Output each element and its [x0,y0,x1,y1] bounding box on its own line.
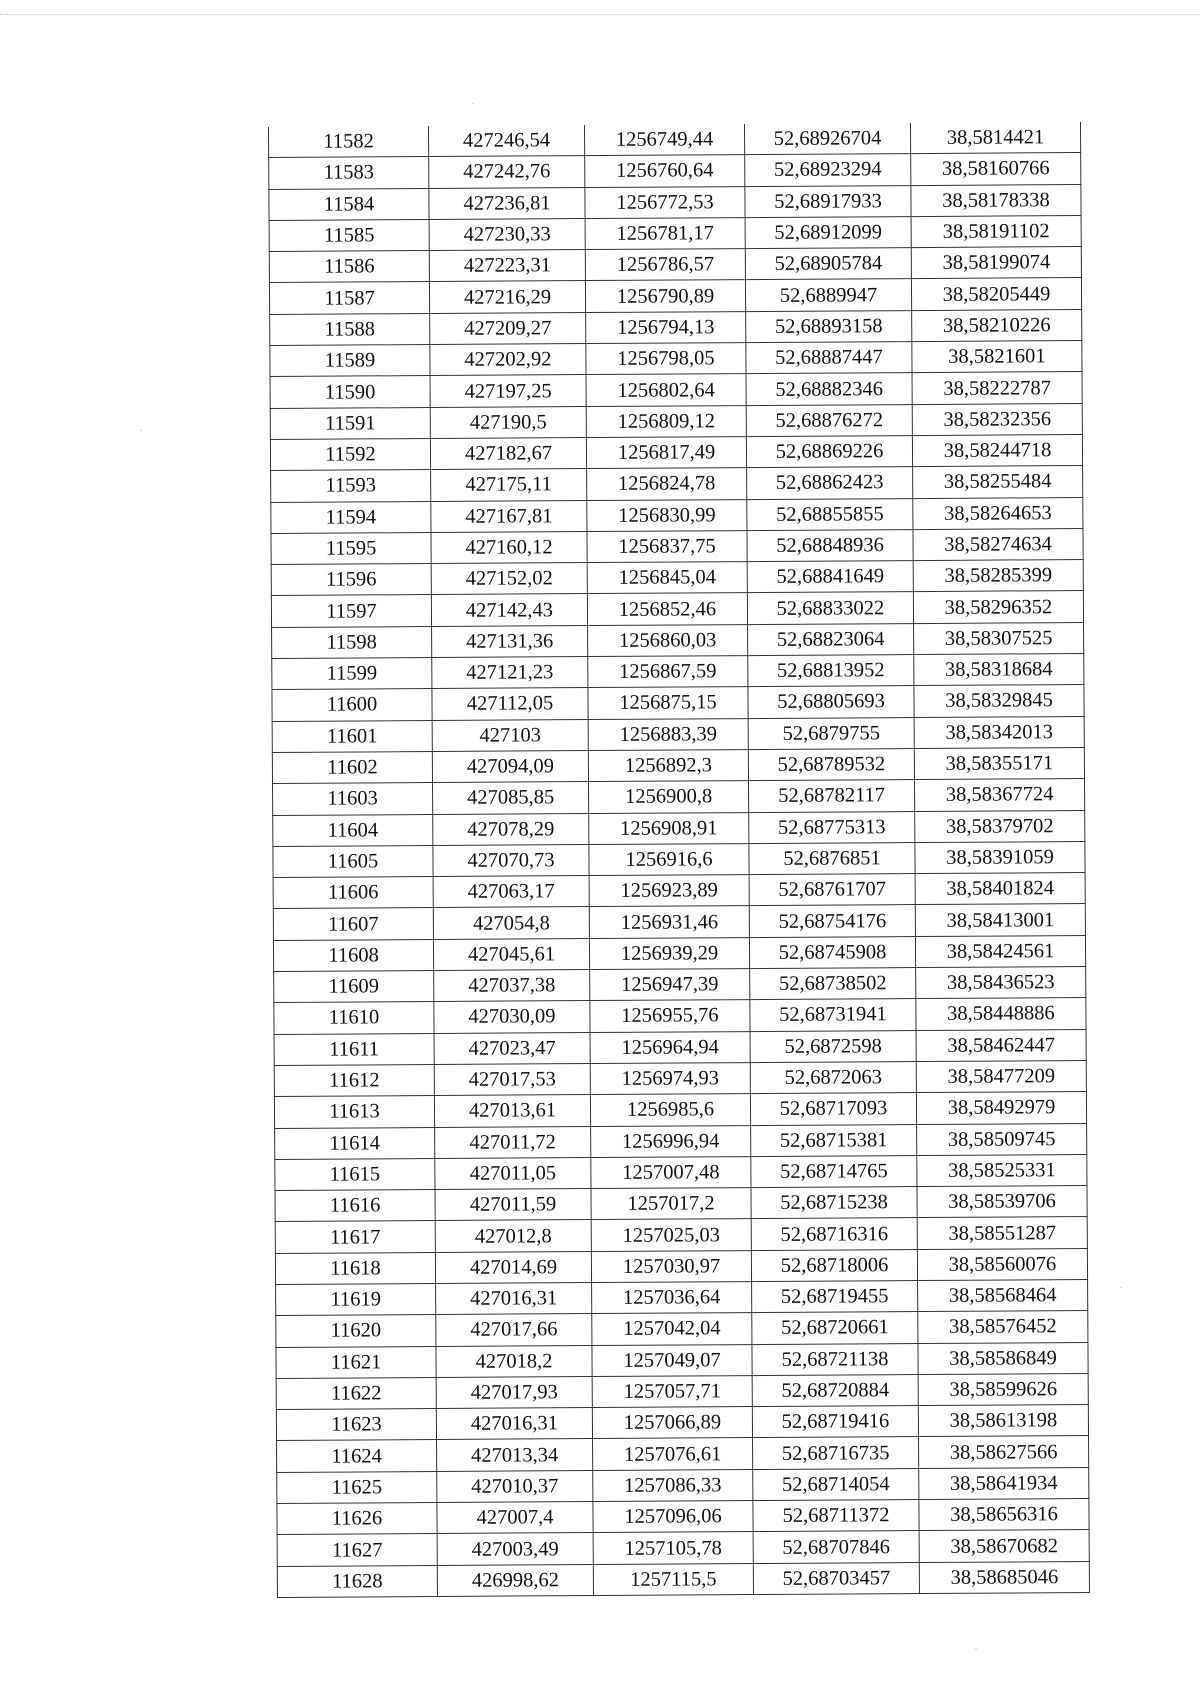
table-row [273,904,1085,940]
y-coordinate-cell: 1256760,64 [585,155,745,187]
point-number-cell: 11599 [272,658,432,690]
point-number-cell: 11623 [276,1409,436,1441]
point-number-cell: 11588 [270,313,430,345]
point-number-cell: 11595 [271,532,431,564]
point-number-cell: 11583 [269,157,429,189]
latitude-cell: 52,6889947 [745,279,911,311]
y-coordinate-cell: 1257049,07 [592,1344,752,1376]
x-coordinate-cell: 427216,29 [429,281,585,313]
longitude-cell: 38,58656316 [919,1499,1089,1531]
longitude-cell: 38,58576452 [918,1311,1088,1343]
y-coordinate-cell: 1257076,61 [593,1438,753,1470]
x-coordinate-cell: 427094,09 [432,750,588,782]
table-row [273,935,1085,971]
longitude-cell: 38,58509745 [917,1123,1087,1155]
y-coordinate-cell: 1256867,59 [588,656,748,688]
longitude-cell: 38,58436523 [916,967,1086,999]
x-coordinate-cell: 427182,67 [430,438,586,470]
latitude-cell: 52,68719455 [752,1281,918,1313]
longitude-cell: 38,58210226 [912,309,1082,341]
table-row [277,1436,1089,1472]
x-coordinate-cell: 427037,38 [434,970,590,1002]
x-coordinate-cell: 427112,05 [432,688,588,720]
point-number-cell: 11609 [274,971,434,1003]
point-number-cell: 11597 [271,595,431,627]
latitude-cell: 52,68823064 [748,623,914,655]
longitude-cell: 38,58285399 [913,560,1083,592]
y-coordinate-cell: 1256974,93 [590,1062,750,1094]
y-coordinate-cell: 1256939,29 [589,937,749,969]
y-coordinate-cell: 1256947,39 [590,969,750,1001]
y-coordinate-cell: 1256830,99 [587,499,747,531]
table-row [271,591,1083,627]
y-coordinate-cell: 1256916,6 [589,843,749,875]
x-coordinate-cell: 427103 [432,719,588,751]
scan-speck [975,1648,977,1649]
longitude-cell: 38,58424561 [915,935,1085,967]
y-coordinate-cell: 1256798,05 [586,343,746,375]
point-number-cell: 11625 [277,1471,437,1503]
y-coordinate-cell: 1256996,94 [591,1125,751,1157]
table-row [274,1092,1086,1128]
latitude-cell: 52,68926704 [744,123,910,155]
x-coordinate-cell: 427011,59 [435,1189,591,1221]
y-coordinate-cell: 1256931,46 [589,906,749,938]
point-number-cell: 11619 [276,1283,436,1315]
table-row [274,998,1086,1034]
longitude-cell: 38,58296352 [913,591,1083,623]
table-row [275,1248,1087,1284]
latitude-cell: 52,68717093 [750,1093,916,1125]
y-coordinate-cell: 1256824,78 [587,468,747,500]
table-row [270,403,1082,439]
point-number-cell: 11613 [274,1096,434,1128]
longitude-cell: 38,58367724 [914,779,1084,811]
longitude-cell: 38,58391059 [915,841,1085,873]
latitude-cell: 52,6876851 [749,842,915,874]
longitude-cell: 38,58413001 [915,904,1085,936]
y-coordinate-cell: 1256985,6 [590,1094,750,1126]
y-coordinate-cell: 1256845,04 [587,562,747,594]
longitude-cell: 38,58274634 [913,528,1083,560]
longitude-cell: 38,58379702 [915,810,1085,842]
table-row [276,1311,1088,1347]
point-number-cell: 11592 [270,438,430,470]
longitude-cell: 38,58222787 [912,372,1082,404]
table-row [269,122,1081,158]
point-number-cell: 11602 [272,751,432,783]
point-number-cell: 11590 [270,376,430,408]
longitude-cell: 38,58492979 [916,1092,1086,1124]
point-number-cell: 11615 [275,1158,435,1190]
table-row [270,372,1082,408]
table-row [274,967,1086,1003]
x-coordinate-cell: 427131,36 [432,625,588,657]
point-number-cell: 11607 [273,908,433,940]
longitude-cell: 38,58401824 [915,873,1085,905]
table-row [275,1123,1087,1159]
y-coordinate-cell: 1256817,49 [586,437,746,469]
longitude-cell: 38,58551287 [917,1217,1087,1249]
point-number-cell: 11582 [269,126,429,158]
x-coordinate-cell: 427121,23 [432,657,588,689]
x-coordinate-cell: 427011,72 [435,1126,591,1158]
table-row [276,1279,1088,1315]
latitude-cell: 52,68720884 [752,1374,918,1406]
longitude-cell: 38,58627566 [919,1436,1089,1468]
point-number-cell: 11589 [270,345,430,377]
table-row [276,1373,1088,1409]
point-number-cell: 11610 [274,1002,434,1034]
latitude-cell: 52,68718006 [751,1249,917,1281]
longitude-cell: 38,58641934 [919,1467,1089,1499]
table-row [269,278,1081,314]
point-number-cell: 11596 [271,564,431,596]
point-number-cell: 11628 [277,1565,437,1597]
point-number-cell: 11585 [269,219,429,251]
scan-top-edge [0,14,1200,15]
point-number-cell: 11601 [272,720,432,752]
y-coordinate-cell: 1256964,94 [590,1031,750,1063]
y-coordinate-cell: 1257030,97 [591,1250,751,1282]
point-number-cell: 11598 [272,626,432,658]
x-coordinate-cell: 427152,02 [431,563,587,595]
y-coordinate-cell: 1257017,2 [591,1188,751,1220]
y-coordinate-cell: 1257007,48 [591,1156,751,1188]
longitude-cell: 38,58199074 [911,247,1081,279]
point-number-cell: 11587 [269,282,429,314]
latitude-cell: 52,68782117 [749,780,915,812]
y-coordinate-cell: 1256892,3 [588,750,748,782]
x-coordinate-cell: 427242,76 [429,156,585,188]
point-number-cell: 11626 [277,1503,437,1535]
x-coordinate-cell: 427010,37 [437,1470,593,1502]
x-coordinate-cell: 427012,8 [435,1220,591,1252]
longitude-cell: 38,58232356 [912,403,1082,435]
table-row [275,1154,1087,1190]
table-row [269,215,1081,251]
latitude-cell: 52,68876272 [746,404,912,436]
latitude-cell: 52,68862423 [747,467,913,499]
coordinates-table [268,122,1090,1598]
x-coordinate-cell: 427085,85 [433,782,589,814]
latitude-cell: 52,68754176 [749,905,915,937]
x-coordinate-cell: 427017,53 [434,1063,590,1095]
latitude-cell: 52,68707846 [753,1531,919,1563]
point-number-cell: 11593 [271,470,431,502]
x-coordinate-cell: 427045,61 [433,938,589,970]
point-number-cell: 11605 [273,845,433,877]
table-row [270,341,1082,377]
point-number-cell: 11624 [277,1440,437,1472]
table-row [273,873,1085,909]
x-coordinate-cell: 427023,47 [434,1032,590,1064]
y-coordinate-cell: 1256875,15 [588,687,748,719]
table-row [272,685,1084,721]
table-row [274,1029,1086,1065]
longitude-cell: 38,58205449 [911,278,1081,310]
latitude-cell: 52,68721138 [752,1343,918,1375]
x-coordinate-cell: 427236,81 [429,187,585,219]
table-row [274,1060,1086,1096]
y-coordinate-cell: 1256781,17 [585,217,745,249]
table-row [272,654,1084,690]
scan-speck [140,430,142,431]
latitude-cell: 52,68855855 [747,498,913,530]
latitude-cell: 52,68905784 [745,248,911,280]
table-row [275,1186,1087,1222]
longitude-cell: 38,5821601 [912,341,1082,373]
longitude-cell: 38,58355171 [914,747,1084,779]
y-coordinate-cell: 1256749,44 [584,124,744,156]
table-row [277,1499,1089,1535]
y-coordinate-cell: 1256772,53 [585,186,745,218]
table-row [275,1217,1087,1253]
latitude-cell: 52,68711372 [753,1500,919,1532]
latitude-cell: 52,6872598 [750,1030,916,1062]
y-coordinate-cell: 1256883,39 [588,718,748,750]
y-coordinate-cell: 1256786,57 [585,249,745,281]
y-coordinate-cell: 1257057,71 [592,1375,752,1407]
latitude-cell: 52,68714054 [753,1468,919,1500]
point-number-cell: 11600 [272,689,432,721]
table-row [277,1561,1089,1597]
latitude-cell: 52,68841649 [747,561,913,593]
table-row [277,1530,1089,1566]
y-coordinate-cell: 1256837,75 [587,530,747,562]
x-coordinate-cell: 427160,12 [431,531,587,563]
latitude-cell: 52,68805693 [748,686,914,718]
longitude-cell: 38,58191102 [911,215,1081,247]
longitude-cell: 38,58178338 [911,184,1081,216]
table-row [271,466,1083,502]
longitude-cell: 38,58477209 [916,1060,1086,1092]
x-coordinate-cell: 427018,2 [436,1345,592,1377]
scan-speck [1120,1287,1122,1288]
latitude-cell: 52,68882346 [746,373,912,405]
longitude-cell: 38,58160766 [911,153,1081,185]
x-coordinate-cell: 427246,54 [428,125,584,157]
table-row [273,810,1085,846]
x-coordinate-cell: 427190,5 [430,406,586,438]
point-number-cell: 11614 [275,1127,435,1159]
point-number-cell: 11627 [277,1534,437,1566]
latitude-cell: 52,68714765 [751,1155,917,1187]
x-coordinate-cell: 427063,17 [433,876,589,908]
latitude-cell: 52,68731941 [750,999,916,1031]
x-coordinate-cell: 427014,69 [435,1251,591,1283]
longitude-cell: 38,58586849 [918,1342,1088,1374]
table-row [277,1467,1089,1503]
latitude-cell: 52,6872063 [750,1061,916,1093]
point-number-cell: 11604 [273,814,433,846]
latitude-cell: 52,68775313 [749,811,915,843]
x-coordinate-cell: 427011,05 [435,1157,591,1189]
table-row [272,747,1084,783]
longitude-cell: 38,58264653 [913,497,1083,529]
table-row [270,434,1082,470]
y-coordinate-cell: 1257105,78 [593,1532,753,1564]
x-coordinate-cell: 427017,66 [436,1314,592,1346]
x-coordinate-cell: 427017,93 [436,1376,592,1408]
longitude-cell: 38,58307525 [914,622,1084,654]
x-coordinate-cell: 427016,31 [436,1408,592,1440]
longitude-cell: 38,58462447 [916,1029,1086,1061]
point-number-cell: 11620 [276,1315,436,1347]
latitude-cell: 52,68923294 [745,154,911,186]
longitude-cell: 38,58670682 [919,1530,1089,1562]
latitude-cell: 52,68716316 [751,1218,917,1250]
latitude-cell: 52,68720661 [752,1312,918,1344]
x-coordinate-cell: 427003,49 [437,1533,593,1565]
y-coordinate-cell: 1256923,89 [589,875,749,907]
longitude-cell: 38,58244718 [912,434,1082,466]
table-row [271,560,1083,596]
latitude-cell: 52,68893158 [746,310,912,342]
table-row [271,528,1083,564]
y-coordinate-cell: 1256955,76 [590,1000,750,1032]
x-coordinate-cell: 427007,4 [437,1502,593,1534]
y-coordinate-cell: 1257115,5 [593,1563,753,1595]
point-number-cell: 11608 [273,939,433,971]
longitude-cell: 38,58560076 [917,1248,1087,1280]
point-number-cell: 11618 [275,1252,435,1284]
longitude-cell: 38,58329845 [914,685,1084,717]
point-number-cell: 11606 [273,877,433,909]
point-number-cell: 11584 [269,188,429,220]
table-row [269,153,1081,189]
point-number-cell: 11611 [274,1033,434,1065]
y-coordinate-cell: 1257086,33 [593,1469,753,1501]
x-coordinate-cell: 427016,31 [436,1283,592,1315]
x-coordinate-cell: 427197,25 [430,375,586,407]
x-coordinate-cell: 427054,8 [433,907,589,939]
latitude-cell: 52,68833022 [747,592,913,624]
y-coordinate-cell: 1256794,13 [586,311,746,343]
y-coordinate-cell: 1256802,64 [586,374,746,406]
point-number-cell: 11622 [276,1377,436,1409]
table-row [269,247,1081,283]
table-row [270,309,1082,345]
y-coordinate-cell: 1257042,04 [592,1313,752,1345]
table-row [269,184,1081,220]
latitude-cell: 52,68887447 [746,342,912,374]
y-coordinate-cell: 1256790,89 [585,280,745,312]
y-coordinate-cell: 1256900,8 [589,781,749,813]
point-number-cell: 11616 [275,1190,435,1222]
x-coordinate-cell: 427078,29 [433,813,589,845]
latitude-cell: 52,68848936 [747,529,913,561]
latitude-cell: 52,68813952 [748,655,914,687]
y-coordinate-cell: 1256809,12 [586,405,746,437]
x-coordinate-cell: 427230,33 [429,218,585,250]
point-number-cell: 11594 [271,501,431,533]
table-row [276,1405,1088,1441]
x-coordinate-cell: 427223,31 [429,250,585,282]
latitude-cell: 52,68869226 [746,436,912,468]
longitude-cell: 38,58525331 [917,1154,1087,1186]
longitude-cell: 38,58255484 [913,466,1083,498]
latitude-cell: 52,68738502 [750,968,916,1000]
x-coordinate-cell: 427142,43 [431,594,587,626]
point-number-cell: 11612 [274,1064,434,1096]
table-row [271,497,1083,533]
coordinates-table-container [268,122,1089,1598]
longitude-cell: 38,58539706 [917,1186,1087,1218]
latitude-cell: 52,68719416 [752,1406,918,1438]
latitude-cell: 52,68703457 [753,1562,919,1594]
scan-speck [472,103,474,104]
point-number-cell: 11621 [276,1346,436,1378]
table-row [273,779,1085,815]
y-coordinate-cell: 1257036,64 [592,1282,752,1314]
point-number-cell: 11586 [269,251,429,283]
latitude-cell: 52,68745908 [749,936,915,968]
longitude-cell: 38,58342013 [914,716,1084,748]
x-coordinate-cell: 427013,61 [434,1095,590,1127]
x-coordinate-cell: 426998,62 [437,1564,593,1596]
table-row [272,622,1084,658]
y-coordinate-cell: 1256860,03 [588,624,748,656]
point-number-cell: 11603 [273,783,433,815]
table-row [272,716,1084,752]
longitude-cell: 38,58318684 [914,654,1084,686]
x-coordinate-cell: 427030,09 [434,1001,590,1033]
table-row [276,1342,1088,1378]
x-coordinate-cell: 427013,34 [437,1439,593,1471]
y-coordinate-cell: 1256852,46 [587,593,747,625]
longitude-cell: 38,58568464 [918,1279,1088,1311]
x-coordinate-cell: 427175,11 [431,469,587,501]
longitude-cell: 38,5814421 [910,122,1080,154]
longitude-cell: 38,58599626 [918,1373,1088,1405]
latitude-cell: 52,6879755 [748,717,914,749]
longitude-cell: 38,58613198 [918,1405,1088,1437]
x-coordinate-cell: 427202,92 [430,344,586,376]
x-coordinate-cell: 427070,73 [433,844,589,876]
y-coordinate-cell: 1257096,06 [593,1501,753,1533]
x-coordinate-cell: 427167,81 [431,500,587,532]
point-number-cell: 11617 [275,1221,435,1253]
coordinates-table-body [269,122,1090,1597]
latitude-cell: 52,68761707 [749,874,915,906]
y-coordinate-cell: 1256908,91 [589,812,749,844]
latitude-cell: 52,68912099 [745,216,911,248]
latitude-cell: 52,68716735 [753,1437,919,1469]
longitude-cell: 38,58448886 [916,998,1086,1030]
latitude-cell: 52,68917933 [745,185,911,217]
point-number-cell: 11591 [270,407,430,439]
table-row [273,841,1085,877]
latitude-cell: 52,68715381 [751,1124,917,1156]
x-coordinate-cell: 427209,27 [430,312,586,344]
latitude-cell: 52,68789532 [748,749,914,781]
y-coordinate-cell: 1257025,03 [591,1219,751,1251]
y-coordinate-cell: 1257066,89 [592,1407,752,1439]
longitude-cell: 38,58685046 [919,1561,1089,1593]
latitude-cell: 52,68715238 [751,1187,917,1219]
